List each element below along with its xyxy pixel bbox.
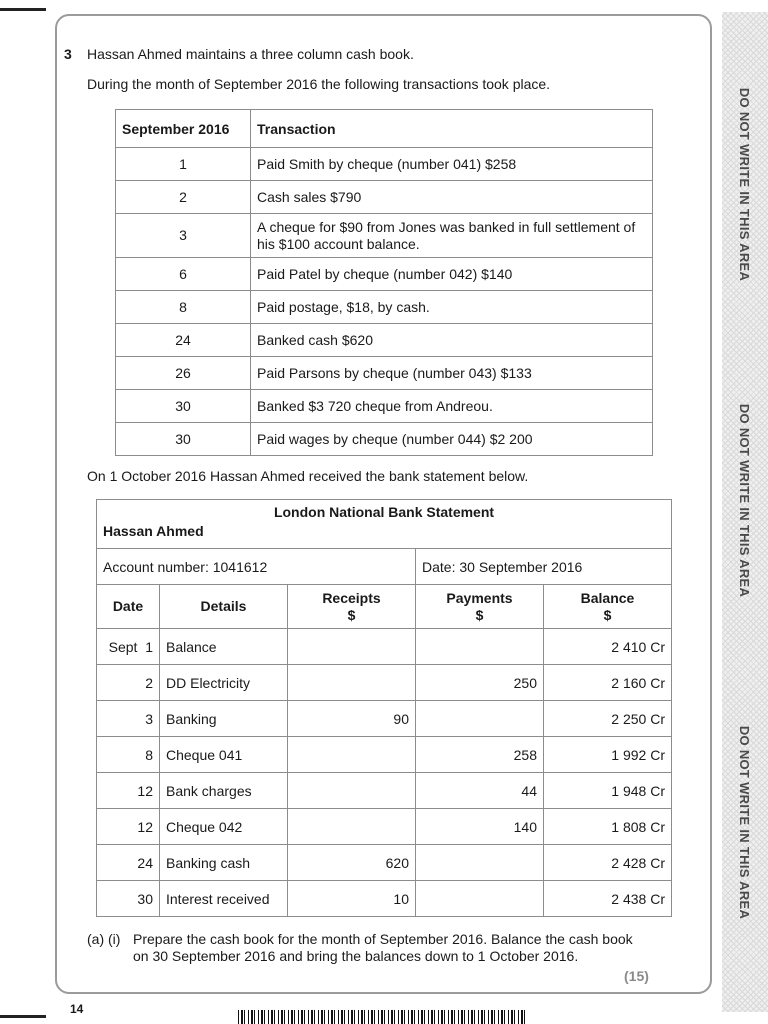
statement-details-cell: DD Electricity (160, 665, 288, 701)
transaction-text: Paid postage, $18, by cash. (251, 291, 653, 324)
statement-payments-cell: 258 (416, 737, 544, 773)
transaction-day: 3 (116, 214, 251, 258)
table-row (97, 629, 672, 665)
statement-receipts-cell (288, 809, 416, 845)
column-header: Details (160, 585, 288, 629)
statement-payments-cell: 250 (416, 665, 544, 701)
transaction-day: 30 (116, 423, 251, 456)
transaction-text: Cash sales $790 (251, 181, 653, 214)
statement-heading (97, 500, 672, 549)
statement-payments-cell (416, 701, 544, 737)
statement-balance-cell: 1 808 Cr (544, 809, 672, 845)
table-row (97, 701, 672, 737)
column-header: Receipts $ (288, 585, 416, 629)
statement-payments-cell (416, 881, 544, 917)
table-row (97, 881, 672, 917)
statement-date-cell: 30 (97, 881, 160, 917)
table-row (116, 258, 653, 291)
bank-statement-table (96, 499, 672, 917)
table-row (97, 737, 672, 773)
statement-date-cell: 3 (97, 701, 160, 737)
statement-intro: On 1 October 2016 Hassan Ahmed received the bank statement below. (87, 468, 529, 484)
statement-date: Date: 30 September 2016 (416, 549, 672, 585)
table-row (116, 390, 653, 423)
transaction-text: Paid Parsons by cheque (number 043) $133 (251, 357, 653, 390)
transaction-day: 26 (116, 357, 251, 390)
account-holder: Hassan Ahmed (103, 523, 204, 539)
transaction-day: 6 (116, 258, 251, 291)
marks-badge: (15) (624, 968, 649, 984)
account-number: Account number: 1041612 (97, 549, 416, 585)
table-row (97, 809, 672, 845)
statement-receipts-cell (288, 737, 416, 773)
transactions-table (115, 109, 653, 456)
table-row (97, 665, 672, 701)
transaction-day: 8 (116, 291, 251, 324)
top-rule (0, 8, 46, 11)
transaction-text: Banked $3 720 cheque from Andreou. (251, 390, 653, 423)
table-row (116, 291, 653, 324)
margin-warning-3: DO NOT WRITE IN THIS AREA (737, 725, 753, 919)
statement-payments-cell (416, 629, 544, 665)
statement-payments-cell: 44 (416, 773, 544, 809)
table-row (97, 845, 672, 881)
statement-account-row (97, 549, 672, 585)
statement-details-cell: Cheque 041 (160, 737, 288, 773)
statement-balance-cell: 1 992 Cr (544, 737, 672, 773)
table-row (116, 148, 653, 181)
transaction-day: 1 (116, 148, 251, 181)
transaction-text: Paid Smith by cheque (number 041) $258 (251, 148, 653, 181)
table-row (116, 214, 653, 258)
statement-details-cell: Banking (160, 701, 288, 737)
transaction-text: Paid wages by cheque (number 044) $2 200 (251, 423, 653, 456)
statement-balance-cell: 1 948 Cr (544, 773, 672, 809)
statement-details-cell: Balance (160, 629, 288, 665)
part-a-label: (a) (i) (87, 931, 121, 947)
column-header: Date (97, 585, 160, 629)
statement-details-cell: Interest received (160, 881, 288, 917)
statement-payments-cell (416, 845, 544, 881)
table-row (116, 181, 653, 214)
table-row (116, 324, 653, 357)
transactions-header-row (116, 110, 653, 148)
statement-receipts-cell (288, 629, 416, 665)
question-number: 3 (64, 46, 72, 62)
transaction-text: Paid Patel by cheque (number 042) $140 (251, 258, 653, 291)
question-intro: Hassan Ahmed maintains a three column cash book. (87, 46, 414, 62)
statement-payments-cell: 140 (416, 809, 544, 845)
barcode (238, 1010, 528, 1024)
bottom-rule (0, 1015, 46, 1018)
statement-date-cell: 8 (97, 737, 160, 773)
transaction-day: 24 (116, 324, 251, 357)
statement-title-row (97, 500, 672, 549)
statement-date-cell: 2 (97, 665, 160, 701)
transaction-text: A cheque for $90 from Jones was banked in full settlement of his $100 account balance. (251, 214, 653, 258)
statement-balance-cell: 2 410 Cr (544, 629, 672, 665)
statement-balance-cell: 2 428 Cr (544, 845, 672, 881)
transaction-day: 2 (116, 181, 251, 214)
statement-date-cell: 12 (97, 773, 160, 809)
page-number: 14 (70, 1002, 84, 1016)
table-row (116, 423, 653, 456)
statement-balance-cell: 2 250 Cr (544, 701, 672, 737)
transaction-day: 30 (116, 390, 251, 423)
statement-receipts-cell (288, 665, 416, 701)
statement-receipts-cell: 620 (288, 845, 416, 881)
statement-balance-cell: 2 438 Cr (544, 881, 672, 917)
table-row (116, 357, 653, 390)
question-period: During the month of September 2016 the following transactions took place. (87, 76, 551, 92)
column-header: Transaction (251, 110, 653, 148)
statement-receipts-cell (288, 773, 416, 809)
statement-receipts-cell: 90 (288, 701, 416, 737)
part-a-text: Prepare the cash book for the month of September 2016. Balance the cash book on 30 September 2016 and bring the balances down to 1 October 2016. (133, 931, 633, 964)
statement-details-cell: Banking cash (160, 845, 288, 881)
statement-balance-cell: 2 160 Cr (544, 665, 672, 701)
statement-date-cell: 12 (97, 809, 160, 845)
column-header: Payments $ (416, 585, 544, 629)
column-header: Balance $ (544, 585, 672, 629)
statement-receipts-cell: 10 (288, 881, 416, 917)
statement-date-cell: 24 (97, 845, 160, 881)
statement-details-cell: Bank charges (160, 773, 288, 809)
margin-warning-2: DO NOT WRITE IN THIS AREA (737, 403, 753, 597)
table-row (97, 773, 672, 809)
margin-warning-1: DO NOT WRITE IN THIS AREA (737, 87, 753, 281)
bank-name: London National Bank Statement (273, 504, 495, 520)
statement-details-cell: Cheque 042 (160, 809, 288, 845)
column-header: September 2016 (116, 110, 251, 148)
statement-header-row (97, 585, 672, 629)
transaction-text: Banked cash $620 (251, 324, 653, 357)
statement-date-cell: Sept 1 (97, 629, 160, 665)
